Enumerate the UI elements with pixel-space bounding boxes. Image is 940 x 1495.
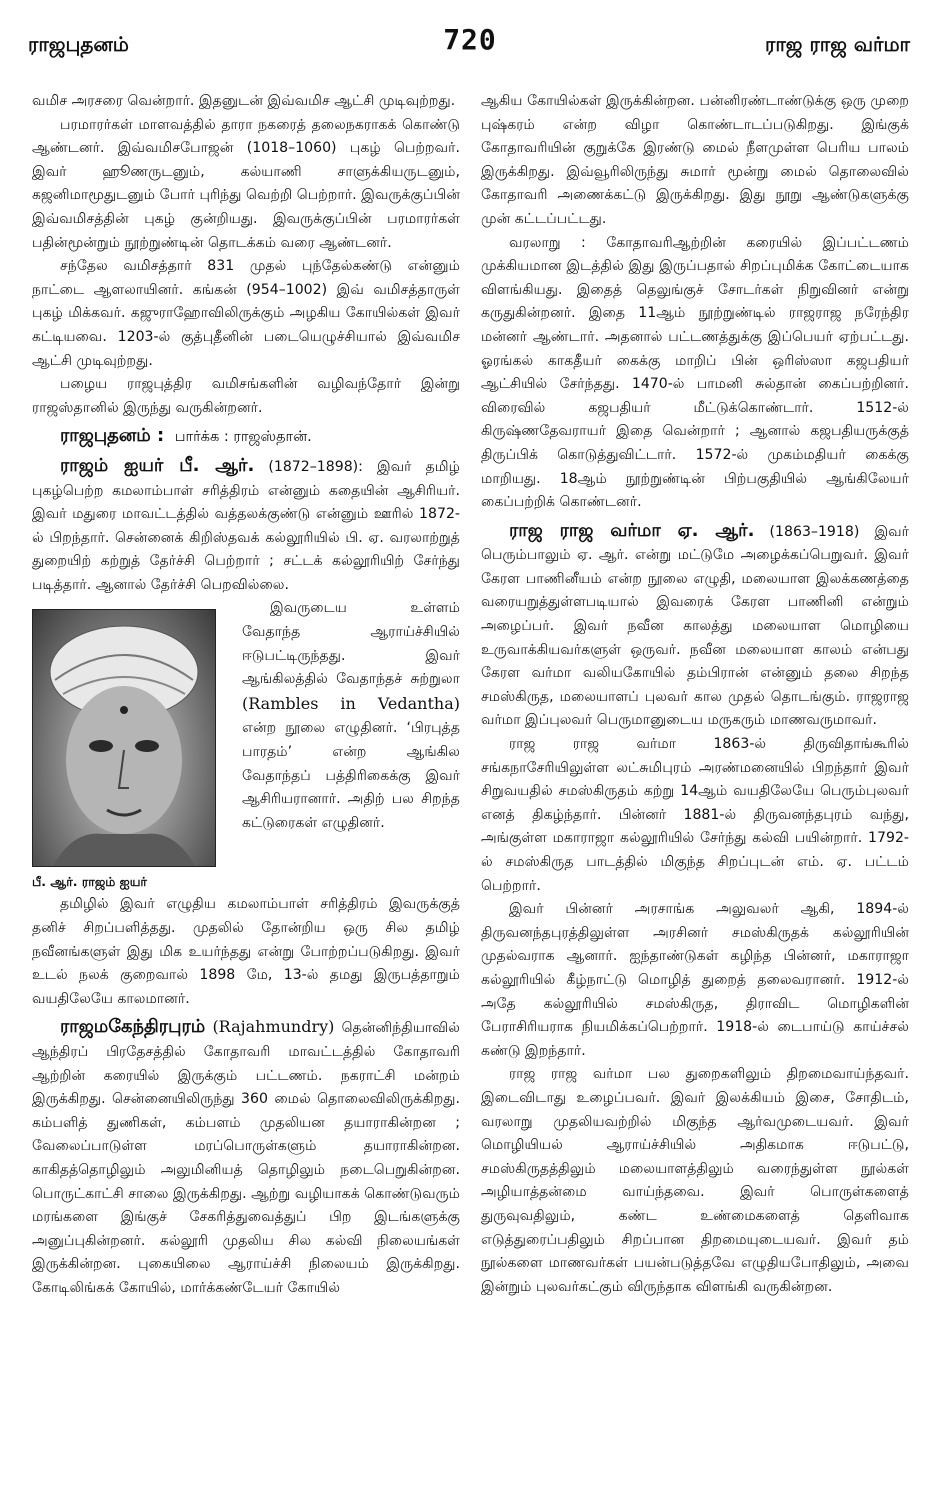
right-column [481, 90, 909, 1299]
entry-heading: ராஜமகேந்திரபுரம் [60, 1016, 206, 1038]
cross-reference-entry [32, 424, 460, 450]
page-number: 720 [443, 23, 497, 56]
photo-caption: பீ. ஆர். ராஜம் ஐயர் [32, 874, 147, 890]
entry-years: (1872–1898): [268, 458, 363, 475]
entry-text: இவருடைய உள்ளம் வேதாந்த ஆராய்ச்சியில் ஈடுபட்டிருந்தது. இவர் ஆங்கிலத்தில் வேதாந்தச் சுற்றுலா [242, 600, 460, 688]
entry-heading: ராஜபுதனம் : [60, 425, 165, 447]
paragraph: பழைய ராஜபுத்திர வமிசங்களின் வழிவந்தோர் இன்று ராஜஸ்தானில் இருந்து வருகின்றனர். [32, 376, 460, 416]
paragraph: வரலாறு : கோதாவரிஆற்றின் கரையில் இப்பட்டணம் முக்கியமான இடத்தில் இது இருப்பதால் சிறப்புமிக்க கோட்டையாக விளங்கியது. இதைத் தெலுங்குச் சோடர்கள் நிறுவினர் என்று கருதுகின்றனர். இதை 11ஆம் நூற்றுண்டில் ராஜராஜ நரேந்திர மன்னர் ஆண்டார். அதனால் பட்டணத்துக்கு இப்பெயர் ஏற்பட்டது. ஓரங்கல் காகதீயர் கைக்கு மாறிப் பின் ஒரிஸ்ஸா கஜபதியர் ஆட்சியில் சேர்ந்தது. 1470-ல் பாமனி சுல்தான் கைப்பற்றினர். விரைவில் கஜபதியர் மீட்டுக்கொண்டார். 1512-ல் கிருஷ்ணதேவராயர் இதை வென்றார் ; ஆனால் கஜபதியருக்குத் திருப்பிக் கொடுத்துவிட்டார். 1572-ல் முகம்மதியர் கைக்கு மாறியது. 18ஆம் நூற்றுண்டின் பிற்பகுதியில் ஆங்கிலேயர் கைப்பற்றிக் கொண்டனர். [481, 234, 909, 511]
paragraph: ராஜ ராஜ வர்மா பல துறைகளிலும் திறமைவாய்ந்தவர். இடைவிடாது உழைப்பவர். இவர் இலக்கியம் இசை, சோதிடம், வரலாறு முதலியவற்றில் மிகுந்த ஆர்வமுடையவர். இவர் மொழியியல் ஆராய்ச்சியில் அதிகமாக ஈடுபட்டு, சமஸ்கிருதத்திலும் மலையாளத்திலும் வரைந்துள்ள நூல்கள் அழியாத்தன்மை வாய்ந்தவை. இவர் பொருள்களைத் துருவுவதிலும், கண்ட உண்மைகளைத் தெளிவாக எடுத்துரைப்பதிலும் சிறப்பான திறமையுடையவர். இவர் தம் நூல்களை மாணவர்கள் பயன்படுத்தவே எழுதியபோதிலும், அவை இன்றும் புலவர்கட்கும் விருந்தாக விளங்கி வருகின்றன. [481, 1066, 909, 1295]
entry-text: தென்னிந்தியாவில் ஆந்திரப் பிரதேசத்தில் கோதாவரி மாவட்டத்தில் கோதாவரி ஆற்றின் கரையில் இருக்கும் பட்டணம். நகராட்சி மன்றம் இருக்கிறது. சென்னையிலிருந்து 360 மைல் தொலைவிலிருக்கிறது. கம்பளித் துணிகள், கம்பளம் முதலியன தயாராகின்றன ; வேலைப்பாடுள்ள மரப்பொருள்களும் தயாராகின்றன. காகிதத்தொழிலும் அலுமினியத் தொழிலும் நடைபெறுகின்றன. பொருட்காட்சி சாலை இருக்கிறது. ஆற்று வழியாகக் கொண்டுவரும் மரங்களை இங்குச் சேகரித்துவைத்துப் பிற இடங்களுக்கு அனுப்புகின்றனர். கல்லூரி முதலிய சில கல்வி நிலையங்கள் இருக்கின்றன. புகையிலை ஆராய்ச்சி நிலையம் இருக்கிறது. கோடிலிங்கக் கோயில், மார்க்கண்டேயர் கோயில் [32, 1020, 461, 1296]
paragraph: ராஜ ராஜ வர்மா 1863-ல் திருவிதாங்கூரில் சங்கநாசேரியிலுள்ள லட்சுமிபுரம் அரண்மனையில் பிறந்தார் இவர் சிறுவயதில் சமஸ்கிருதம் கற்று 14ஆம் வயதிலேயே பெரும்புலவர் எனத் திகழ்ந்தார். பின்னர் 1881-ல் திருவனந்தபுரம் வந்து, அங்குள்ள மகாராஜா கல்லூரியில் சேர்ந்து கல்வி பயின்றார். 1792-ல் சமஸ்கிருத பாடத்தில் மிகுந்த சிறப்புடன் எம். ஏ. பட்டம் பெற்றார். [481, 736, 909, 894]
latin-title: (Rajahmundry) [212, 1017, 335, 1037]
entry-text: இவர் பெரும்பாலும் ஏ. ஆர். என்று மட்டுமே அழைக்கப்பெறுவர். இவர் கேரள பாணினீயம் என்ற நூலை எழுதி, மலையாள இலக்கணத்தை வரையறுத்துள்ளபடியால் இவரைக் கேரள பாணினி என்றும் அழைப்பர். இவர் நவீன காலத்து மலையாள மொழியை உருவாக்கியவர்களுள் ஒருவர். நவீன மலையாள காலம் என்பது கேரள வர்மா வலியகோயில் தம்பிரான் என்னும் தலை சிறந்த சமஸ்கிருத, மலையாளப் புலவர் கால முதல் தொடங்கும். ராஜராஜ வர்மா இப்புலவர் பெருமானுடைய மருகரும் மாணவருமாவர். [481, 523, 910, 729]
paragraph: ஆகிய கோயில்கள் இருக்கின்றன. பன்னிரண்டாண்டுக்கு ஒரு முறை புஷ்கரம் என்ற விழா கொண்டாடப்படுகிறது. இங்குக் கோதாவரியின் குறுக்கே இரண்டு மைல் நீளமுள்ள பெரிய பாலம் இருக்கிறது. இவ்வூரிலிருந்து சுமார் மூன்று மைல் தொலைவில் கோதாவரி அணைக்கட்டு இருக்கிறது. இது நூறு ஆண்டுகளுக்கு முன் கட்டப்பட்டது. [481, 93, 909, 227]
portrait-photo [32, 609, 216, 867]
latin-title: (Rambles in Vedantha) [242, 693, 460, 713]
left-column [32, 90, 460, 1301]
paragraph: இவர் பின்னர் அரசாங்க அலுவலர் ஆகி, 1894-ல் திருவனந்தபுரத்திலுள்ள அரசினர் சமஸ்கிருதக் கல்லூரியின் முதல்வராக ஆனார். ஐந்தாண்டுகள் கழிந்த பின்னர், மகாராஜா கல்லூரியில் கீழ்நாட்டு மொழித் துறைத் தலைவரானர். 1912-ல் அதே கல்லூரியில் சமஸ்கிருத, திராவிட மொழிகளின் பேராசிரியராக நியமிக்கப்பெற்றார். 1918-ல் டைபாய்டு காய்ச்சல் கண்டு இறந்தார். [481, 901, 909, 1059]
paragraph: பரமாரர்கள் மாளவத்தில் தாரா நகரைத் தலைநகராகக் கொண்டு ஆண்டனர். இவ்வமிசபோஜன் (1018–1060) புகழ் பெற்றவர். இவர் ஹூணருடனும், கல்யாணி சாளுக்கியருடனும், கஜனிமாமூதுடனும் போர் புரிந்து வெற்றி பெற்றார். இவருக்குப்பின் இவ்வமிசத்தின் புகழ் குன்றியது. இவருக்குப்பின் பரமாரர்கள் பதின்மூன்றும் நூற்றுண்டின் தொடக்கம் வரை ஆண்டனர். [32, 116, 460, 251]
entry-years: (1863–1918) [769, 523, 860, 540]
entry-text: என்ற நூலை எழுதினர். ‘பிரபுத்த பாரதம்’ என்ற ஆங்கில வேதாந்தப் பத்திரிகைக்கு இவர் ஆசிரியரானார். அதிற் பல சிறந்த கட்டுரைகள் எழுதினர். [242, 720, 460, 831]
entry-rajam-iyer [32, 454, 460, 598]
entry-heading: ராஜ ராஜ வர்மா ஏ. ஆர். [509, 519, 755, 541]
running-head-right: ராஜ ராஜ வர்மா [765, 32, 910, 56]
running-head-left: ராஜபுதனம் [28, 32, 129, 56]
portrait-illustration [33, 610, 215, 866]
entry-rajahmundry [32, 1015, 460, 1300]
portrait-figure [32, 609, 232, 891]
entry-raja-raja-varma [481, 519, 909, 733]
cross-reference-text: பார்க்க : ராஜஸ்தான். [174, 429, 312, 446]
entry-heading: ராஜம் ஐயர் பீ. ஆர். [60, 454, 255, 476]
paragraph: வமிச அரசரை வென்றார். இதனுடன் இவ்வமிச ஆட்சி முடிவுற்றது. [32, 93, 456, 109]
paragraph: தமிழில் இவர் எழுதிய கமலாம்பாள் சரித்திரம் இவருக்குத் தனிச் சிறப்பளித்தது. முதலில் தோன்றிய ஒரு சில தமிழ் நவீனங்களுள் இது மிக உயர்ந்தது என்று போற்றப்படுகிறது. இவர் உடல் நலக் குறைவால் 1898 மே, 13-ல் தமது இருபத்தாறும் வயதிலேயே காலமானர். [32, 896, 460, 1007]
entry-text: இவர் தமிழ் புகழ்பெற்ற கமலாம்பாள் சரித்திரம் என்னும் கதையின் ஆசிரியர். இவர் மதுரை மாவட்டத்தில் வத்தலக்குண்டு என்னும் ஊரில் 1872-ல் பிறந்தார். சென்னைக் கிறிஸ்தவக் கல்லூரியில் பி. ஏ. வரலாற்றுத் துறையிற் கற்றுத் தேர்ச்சி பெற்றார் ; சட்டக் கல்லூரியிற் சேர்ந்து படித்தார். ஆனால் தேர்ச்சி பெறவில்லை. [32, 458, 461, 593]
paragraph: சந்தேல வமிசத்தார் 831 முதல் புந்தேல்கண்டு என்னும் நாட்டை ஆளலாயினர். கங்கன் (954–1002) இவ் வமிசத்தாருள் புகழ் மிக்கவர். கஜுராஹோவிலிருக்கும் அழகிய கோயில்கள் இவர் கட்டியவை. 1203-ல் குத்புதீனின் படையெழுச்சியால் இவ்வமிச ஆட்சி முடிவுற்றது. [32, 258, 460, 369]
